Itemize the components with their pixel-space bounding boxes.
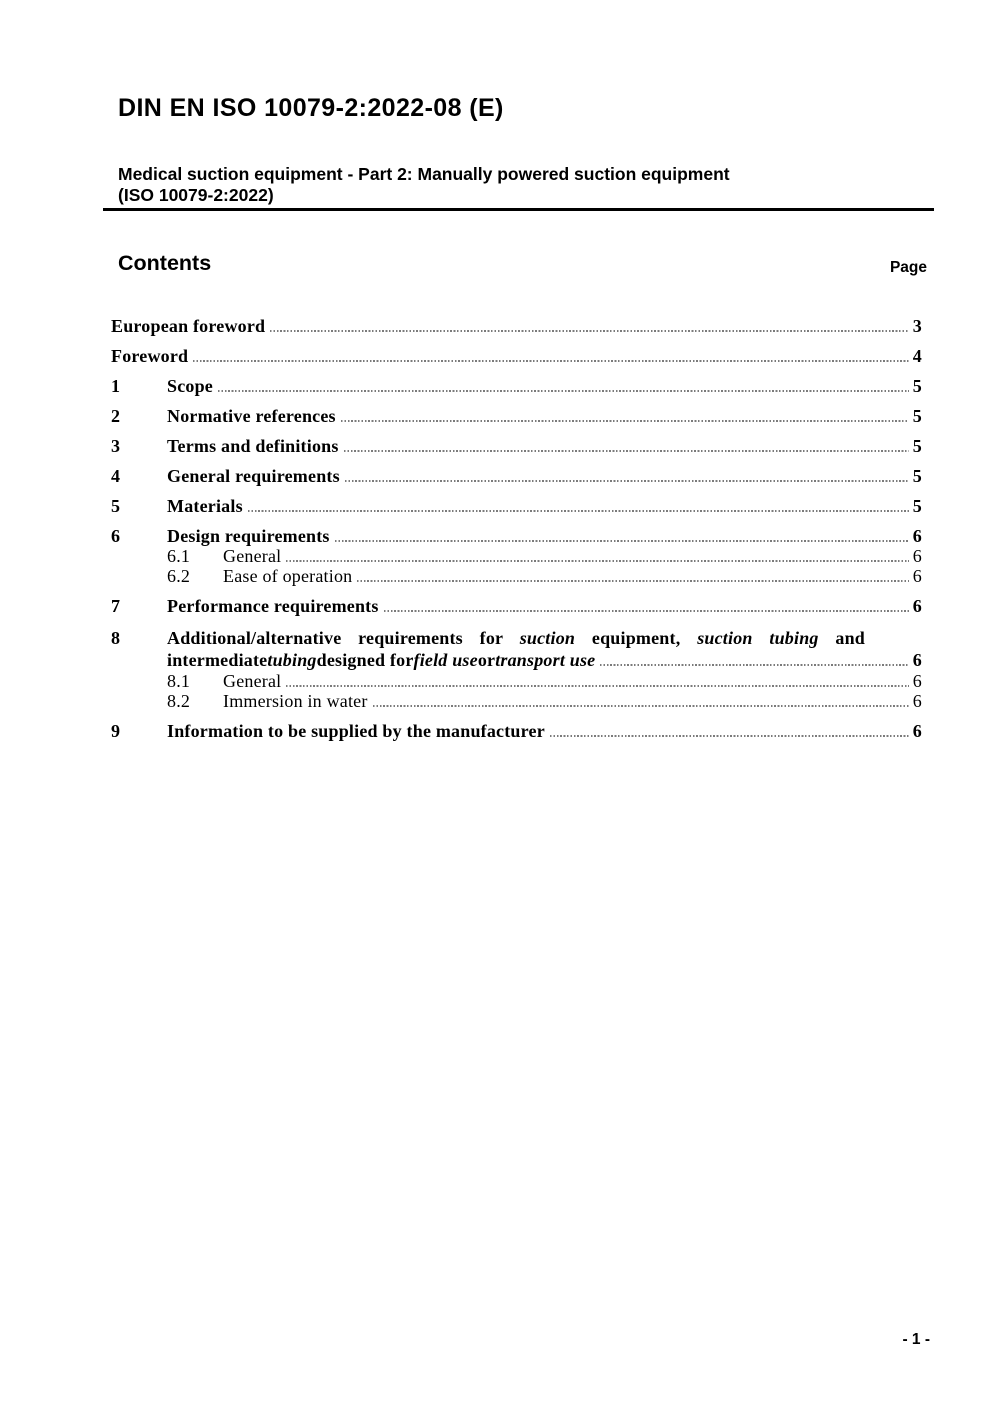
dot-leader bbox=[218, 390, 909, 392]
toc-entry-number: 4 bbox=[111, 466, 121, 486]
toc-page-number: 6 bbox=[912, 566, 922, 586]
toc-entry-line bbox=[167, 527, 922, 546]
document-title bbox=[118, 164, 878, 205]
toc-entry-line bbox=[167, 497, 922, 516]
toc-entry-title bbox=[167, 627, 922, 671]
toc-entry bbox=[111, 437, 922, 456]
toc-entry-line bbox=[223, 692, 922, 711]
dot-leader bbox=[373, 705, 909, 707]
toc-page-number: 5 bbox=[912, 406, 922, 426]
toc-title-text: General requirements bbox=[167, 466, 340, 486]
toc-title-text: Materials bbox=[167, 496, 243, 516]
dot-leader bbox=[248, 510, 909, 512]
toc-entry-line bbox=[167, 627, 922, 649]
toc-entry-number: 3 bbox=[111, 436, 121, 456]
toc-title-text: Terms and definitions bbox=[167, 436, 339, 456]
toc-entry-line bbox=[167, 407, 922, 426]
dot-leader bbox=[384, 610, 909, 612]
toc-entry-title bbox=[111, 347, 922, 366]
dot-leader bbox=[286, 685, 908, 687]
toc-entry-line bbox=[111, 317, 922, 336]
toc-entry-number: 6 bbox=[111, 526, 121, 546]
toc-title-text: Normative references bbox=[167, 406, 336, 426]
toc-page-number: 4 bbox=[912, 346, 922, 366]
toc-page-number: 6 bbox=[912, 596, 922, 616]
document-title-line2: (ISO 10079-2:2022) bbox=[118, 184, 274, 205]
toc-entry-title bbox=[223, 567, 922, 586]
toc-title-text: tubing bbox=[267, 650, 317, 670]
toc-title-text: equipment, bbox=[575, 628, 698, 648]
toc-entry-line bbox=[167, 377, 922, 396]
toc-title-text: General bbox=[223, 546, 282, 566]
toc-entry-title bbox=[223, 672, 922, 691]
toc-title-text: Foreword bbox=[111, 346, 189, 366]
toc-entry-title bbox=[167, 527, 922, 546]
toc-entry bbox=[111, 467, 922, 486]
toc-title-text: Design requirements bbox=[167, 526, 330, 546]
toc-title-text: Performance requirements bbox=[167, 596, 379, 616]
toc-title-text: and bbox=[818, 628, 866, 648]
dot-leader bbox=[270, 330, 909, 332]
toc-entry bbox=[111, 567, 922, 586]
toc-entry bbox=[111, 722, 922, 741]
toc-page-number: 6 bbox=[912, 671, 922, 691]
toc-entry-line bbox=[167, 597, 922, 616]
toc-entry bbox=[111, 497, 922, 516]
toc-entry-line bbox=[167, 649, 922, 671]
toc-entry-line bbox=[111, 347, 922, 366]
dot-leader bbox=[341, 420, 909, 422]
toc-entry-number: 8.2 bbox=[167, 691, 191, 711]
toc-title-text: designed for bbox=[316, 650, 414, 670]
dot-leader bbox=[193, 360, 909, 362]
toc-entry-title bbox=[111, 317, 922, 336]
dot-leader bbox=[600, 664, 908, 666]
toc-page-number: 5 bbox=[912, 376, 922, 396]
toc-page-number: 6 bbox=[912, 721, 922, 741]
toc-entry-title bbox=[223, 547, 922, 566]
toc-title-text: Immersion in water bbox=[223, 691, 368, 711]
toc-entry-number: 6.2 bbox=[167, 566, 191, 586]
toc-entry bbox=[111, 347, 922, 366]
document-title-line1: Medical suction equipment - Part 2: Manually powered suction equipment bbox=[118, 164, 730, 184]
toc-entry-number: 5 bbox=[111, 496, 121, 516]
toc-title-text: Information to be supplied by the manufacturer bbox=[167, 721, 545, 741]
contents-header-row bbox=[118, 251, 927, 278]
toc-entry bbox=[111, 672, 922, 691]
dot-leader bbox=[550, 735, 909, 737]
toc-entry-number: 8 bbox=[111, 628, 121, 648]
dot-leader bbox=[357, 580, 908, 582]
toc-entry bbox=[111, 692, 922, 711]
toc-page-number: 5 bbox=[912, 496, 922, 516]
toc-title-text: field use bbox=[413, 650, 478, 670]
dot-leader bbox=[344, 450, 909, 452]
title-rule bbox=[103, 208, 934, 211]
footer-page-number: - 1 - bbox=[902, 1331, 930, 1348]
toc-entry-title bbox=[223, 692, 922, 711]
toc-entry-title bbox=[167, 407, 922, 426]
toc-entry bbox=[111, 407, 922, 426]
toc-entry-line bbox=[223, 672, 922, 691]
contents-heading: Contents bbox=[118, 251, 212, 275]
toc-title-text: Scope bbox=[167, 376, 213, 396]
toc-page-number: 6 bbox=[912, 691, 922, 711]
toc-entry-number: 2 bbox=[111, 406, 121, 426]
toc-entry-line bbox=[223, 547, 922, 566]
page-column-label: Page bbox=[889, 259, 927, 276]
toc-title-text: General bbox=[223, 671, 282, 691]
toc-entry bbox=[111, 377, 922, 396]
toc-title-text: suction tubing bbox=[697, 628, 819, 648]
toc-entry-line bbox=[167, 722, 922, 741]
toc-title-text: transport use bbox=[495, 650, 596, 670]
toc-title-text: or bbox=[477, 650, 496, 670]
toc-entry-line bbox=[223, 567, 922, 586]
toc-entry-number: 1 bbox=[111, 376, 121, 396]
toc-entry bbox=[111, 547, 922, 566]
document-code: DIN EN ISO 10079-2:2022-08 (E) bbox=[118, 94, 504, 122]
toc-entry-title bbox=[167, 377, 922, 396]
toc-entry-title bbox=[167, 437, 922, 456]
toc-entry-title bbox=[167, 722, 922, 741]
toc-entry bbox=[111, 317, 922, 336]
toc-entry-line bbox=[167, 437, 922, 456]
toc-entry-title bbox=[167, 497, 922, 516]
toc-entry-line bbox=[167, 467, 922, 486]
toc-entry-number: 7 bbox=[111, 596, 121, 616]
toc-title-text: intermediate bbox=[167, 650, 268, 670]
toc-title-text: Ease of operation bbox=[223, 566, 353, 586]
toc-title-text: European foreword bbox=[111, 316, 266, 336]
toc-page-number: 6 bbox=[912, 526, 922, 546]
toc-page-number: 5 bbox=[912, 466, 922, 486]
dot-leader bbox=[345, 480, 909, 482]
toc-entry-number: 9 bbox=[111, 721, 121, 741]
toc-entry-title bbox=[167, 597, 922, 616]
toc-title-text: suction bbox=[519, 628, 576, 648]
toc-page-number: 3 bbox=[912, 316, 922, 336]
toc-title-text: Additional/alternative requirements for bbox=[167, 628, 520, 648]
dot-leader bbox=[286, 560, 908, 562]
toc-entry bbox=[111, 597, 922, 616]
toc-page-number: 6 bbox=[912, 650, 922, 670]
toc-entry bbox=[111, 627, 922, 671]
dot-leader bbox=[335, 540, 909, 542]
toc-entry-title bbox=[167, 467, 922, 486]
toc-page-number: 5 bbox=[912, 436, 922, 456]
toc-entry bbox=[111, 527, 922, 546]
table-of-contents bbox=[111, 317, 922, 741]
toc-entry-number: 8.1 bbox=[167, 671, 191, 691]
toc-entry-number: 6.1 bbox=[167, 546, 191, 566]
toc-page-number: 6 bbox=[912, 546, 922, 566]
